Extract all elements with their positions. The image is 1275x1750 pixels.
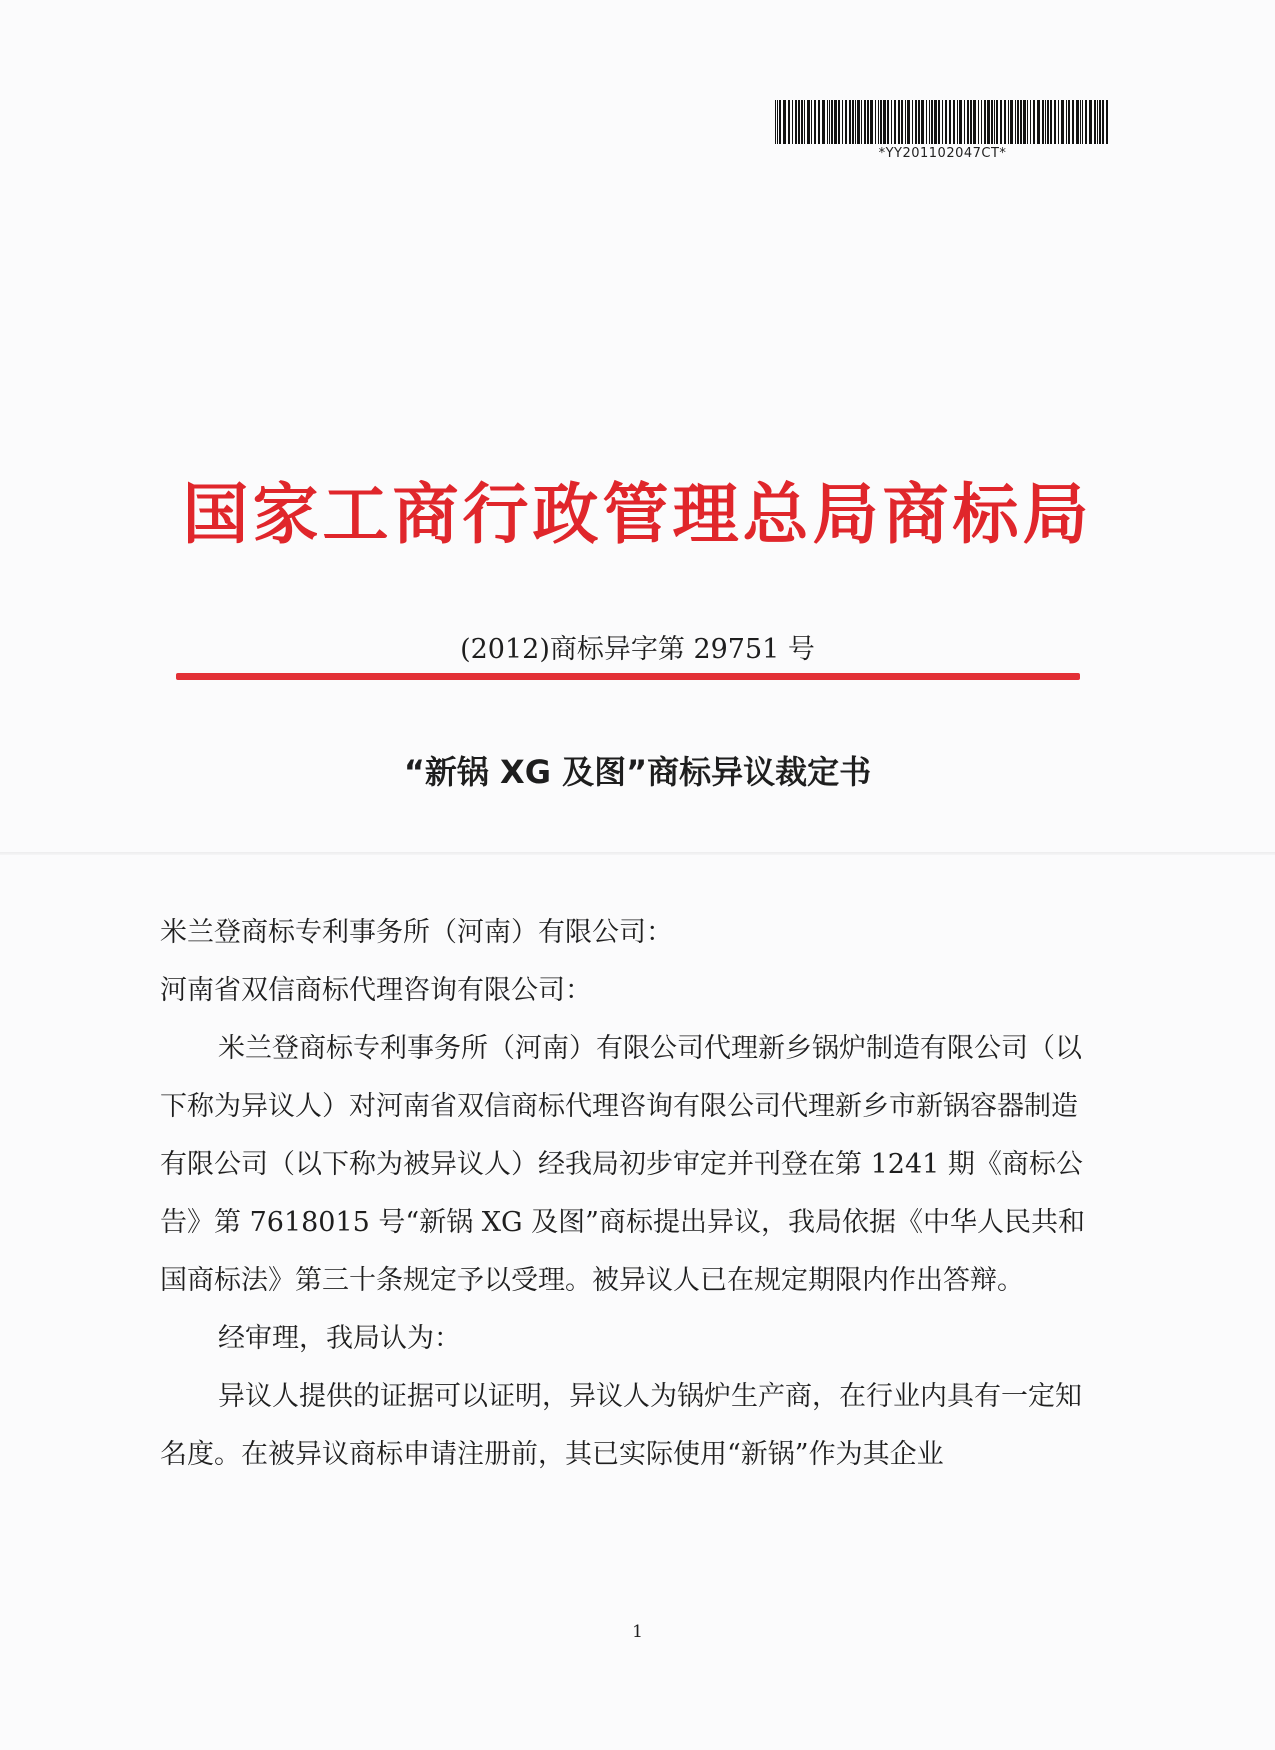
barcode-icon [775, 100, 1110, 144]
document-title: “新锅 XG 及图”商标异议裁定书 [403, 753, 872, 791]
paragraph-3: 异议人提供的证据可以证明，异议人为锅炉生产商，在行业内具有一定知名度。在被异议商标申请注册前，其已实际使用“新锅”作为其企业 [160, 1381, 1082, 1470]
paragraph-2: 经审理，我局认为： [218, 1323, 461, 1354]
barcode-number: *YY201102047CT* [878, 146, 1007, 161]
document-body [160, 904, 1095, 1484]
paragraph-1: 米兰登商标专利事务所（河南）有限公司代理新乡锅炉制造有限公司（以下称为异议人）对河南省双信商标代理咨询有限公司代理新乡市新锅容器制造有限公司（以下称为被异议人）经我局初步审定并刊登在第 1241 期《商标公告》第 7618015 号“新锅 XG 及图”商标提出异议，我局依据《中华人民共和国商标法》第三十条规定予以受理。被异议人已在规定期限内作出答辩。 [160, 1033, 1085, 1296]
document-number: (2012)商标异字第 29751 号 [460, 634, 815, 665]
addressee-1: 米兰登商标专利事务所（河南）有限公司： [160, 917, 673, 948]
paper-fold-line [0, 852, 1275, 855]
addressee-2: 河南省双信商标代理咨询有限公司： [160, 975, 592, 1006]
issuing-agency-title: 国家工商行政管理总局商标局 [182, 476, 1093, 553]
page-number: 1 [632, 1622, 643, 1642]
red-divider-rule [176, 673, 1080, 680]
